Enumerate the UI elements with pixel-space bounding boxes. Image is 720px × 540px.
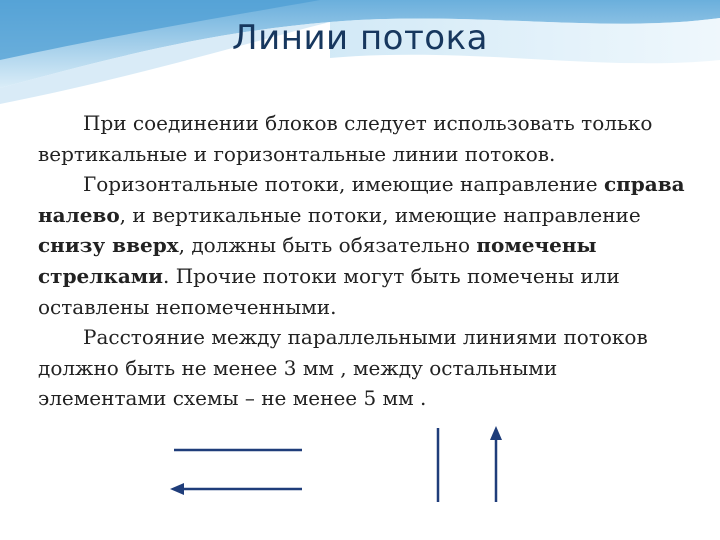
paragraph-2-text-a: Горизонтальные потоки, имеющие направление	[83, 172, 604, 197]
paragraph-3-text: Расстояние между параллельными линиями потоков должно быть не менее 3 мм , между остальными элементами схемы – не менее 5 мм .	[38, 325, 648, 411]
slide-title: Линии потока	[232, 18, 488, 58]
paragraph-2-text-g: . Прочие потоки могут быть помечены или оставлены непомеченными.	[38, 263, 620, 319]
paragraph-2-text-e: , должны быть обязательно	[178, 233, 477, 258]
emphasis-right-to-left: справа налево	[38, 172, 685, 227]
paragraph-2-text-c: , и вертикальные потоки, имеющие направление	[119, 202, 641, 227]
paragraph-1-text: При соединении блоков следует использовать только вертикальные и горизонтальные линии потоков.	[38, 111, 653, 166]
paragraph-2	[38, 169, 688, 322]
flow-lines-diagram	[160, 418, 520, 518]
left-arrowhead-icon	[170, 483, 184, 495]
emphasis-bottom-to-top: снизу вверх	[38, 233, 179, 258]
body-text	[38, 108, 688, 414]
up-arrowhead-icon	[490, 426, 502, 440]
paragraph-3	[38, 322, 688, 414]
paragraph-1	[38, 108, 688, 169]
emphasis-marked-with-arrows: помечены стрелками	[38, 233, 597, 288]
